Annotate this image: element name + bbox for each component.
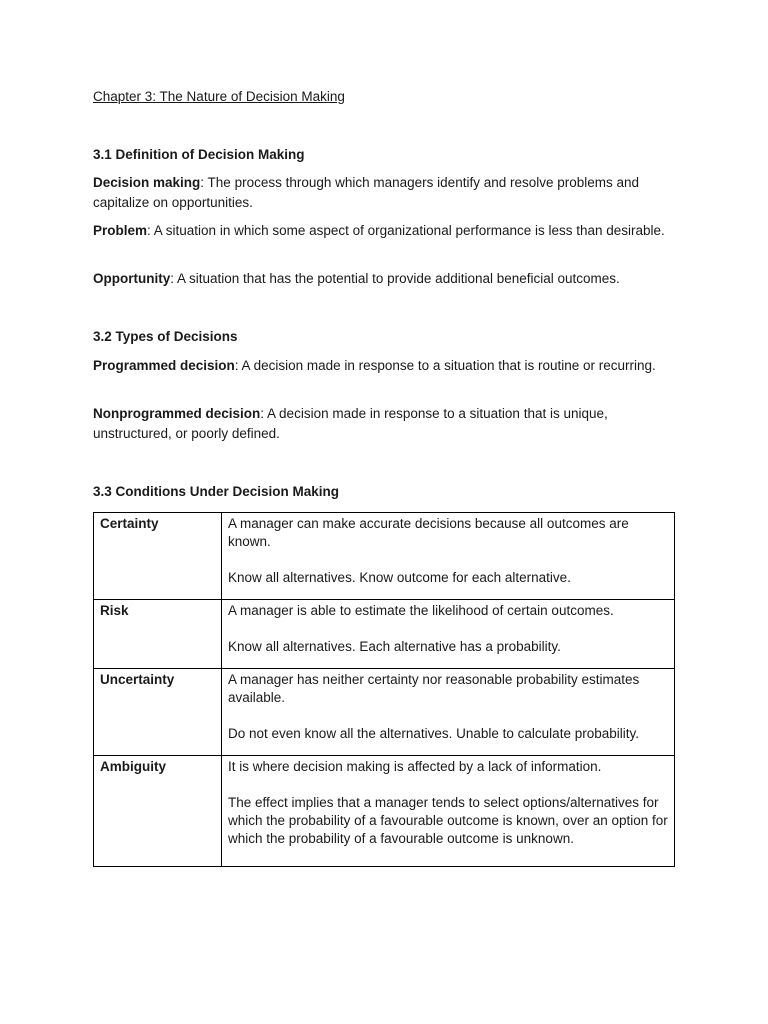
definition-decision-making	[93, 173, 683, 212]
table-row	[94, 756, 675, 867]
condition-paragraph: It is where decision making is affected by a lack of information.	[228, 759, 602, 774]
definition-text: : A decision made in response to a situation that is routine or recurring.	[234, 358, 656, 373]
condition-description	[222, 669, 675, 756]
definition-text: : A decision made in response to a situation that is unique, unstructured, or poorly defined.	[93, 406, 608, 441]
definition-problem	[93, 221, 683, 241]
table-row	[94, 669, 675, 756]
definition-nonprogrammed-decision	[93, 404, 683, 443]
definition-term: Decision making	[93, 175, 201, 190]
chapter-title: Chapter 3: The Nature of Decision Making	[93, 89, 345, 104]
section-heading-3-2: 3.2 Types of Decisions	[93, 329, 238, 344]
definition-term: Nonprogrammed decision	[93, 406, 261, 421]
condition-paragraph: A manager has neither certainty nor reasonable probability estimates available.	[228, 672, 640, 705]
table-row	[94, 600, 675, 669]
condition-label: Certainty	[94, 513, 222, 600]
section-heading-3-3: 3.3 Conditions Under Decision Making	[93, 484, 340, 499]
condition-description	[222, 600, 675, 669]
condition-paragraph: A manager is able to estimate the likelihood of certain outcomes.	[228, 603, 614, 618]
condition-paragraph: Do not even know all the alternatives. Unable to calculate probability.	[228, 726, 639, 741]
section-heading-3-1: 3.1 Definition of Decision Making	[93, 147, 305, 162]
condition-paragraph: The effect implies that a manager tends to select options/alternatives for which the probability of a favourable outcome is known, over an option for which the probability of a favourable outcome is unknown.	[228, 795, 668, 846]
condition-paragraph: A manager can make accurate decisions because all outcomes are known.	[228, 516, 629, 549]
condition-paragraph: Know all alternatives. Know outcome for each alternative.	[228, 570, 571, 585]
condition-description	[222, 513, 675, 600]
condition-label: Ambiguity	[94, 756, 222, 867]
condition-label: Risk	[94, 600, 222, 669]
conditions-table	[93, 512, 675, 867]
definition-opportunity	[93, 269, 683, 289]
definition-term: Problem	[93, 223, 148, 238]
definition-text: : The process through which managers identify and resolve problems and capitalize on opportunities.	[93, 175, 640, 210]
definition-programmed-decision	[93, 356, 683, 376]
definition-term: Programmed decision	[93, 358, 235, 373]
definition-text: : A situation that has the potential to provide additional beneficial outcomes.	[170, 271, 620, 286]
condition-paragraph: Know all alternatives. Each alternative has a probability.	[228, 639, 561, 654]
definition-term: Opportunity	[93, 271, 171, 286]
condition-description	[222, 756, 675, 867]
condition-label: Uncertainty	[94, 669, 222, 756]
table-row	[94, 513, 675, 600]
definition-text: : A situation in which some aspect of organizational performance is less than desirable.	[147, 223, 665, 238]
